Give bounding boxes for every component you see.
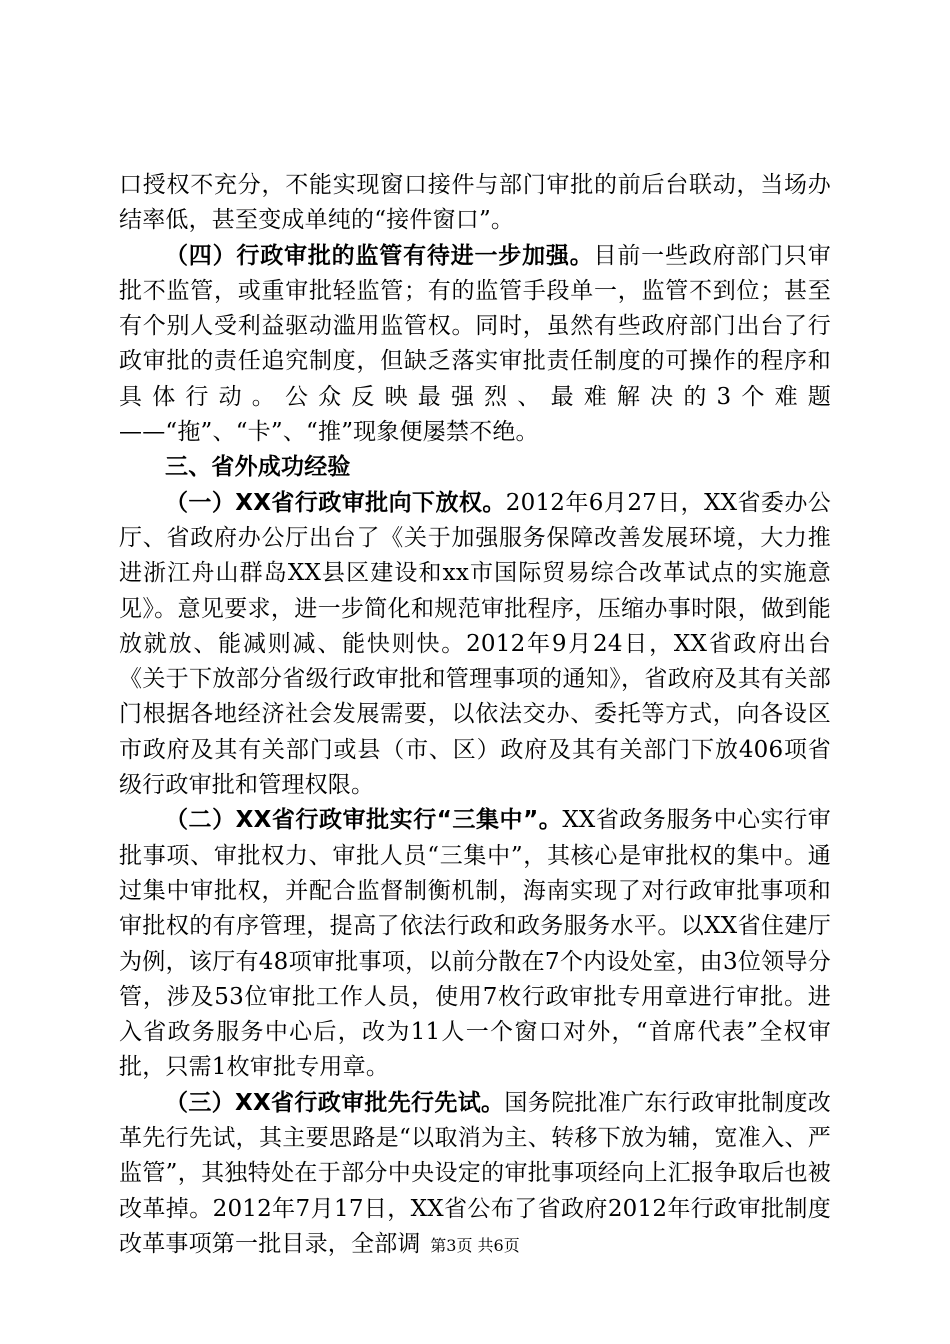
section-heading-1: （一）XX省行政审批向下放权。: [165, 489, 506, 516]
paragraph-6-text: 国务院批准广东行政审批制度改革先行先试，其主要思路是“以取消为主、转移下放为辅，宽准入、严监管”，其独特处在于部分中央设定的审批事项经向上汇报争取后也被改革掉。2012年7月17日，XX省公布了省政府2012年行政审批制度改革事项第一批目录，全部调: [119, 1089, 831, 1257]
document-body: [119, 168, 831, 1262]
paragraph-5-text: XX省政务服务中心实行审批事项、审批权力、审批人员“三集中”，其核心是审批权的集中。通过集中审批权，并配合监督制衡机制，海南实现了对行政审批事项和审批权的有序管理，提高了依法行政和政务服务水平。以XX省住建厅为例，该厅有48项审批事项，以前分散在7个内设处室，由3位领导分管，涉及53位审批工作人员，使用7枚行政审批专用章进行审批。进入省政务服务中心后，改为11人一个窗口对外，“首席代表”全权审批，只需1枚审批专用章。: [119, 807, 831, 1081]
paragraph-5: [119, 803, 831, 1085]
paragraph-4: [119, 486, 831, 804]
chapter-heading-3: 三、省外成功经验: [165, 454, 351, 481]
paragraph-3: [119, 450, 831, 485]
section-heading-3: （三）XX省行政审批先行先试。: [165, 1089, 505, 1116]
section-heading-2: （二）XX省行政审批实行“三集中”。: [165, 807, 563, 834]
paragraph-1: [119, 168, 831, 239]
section-heading-4: （四）行政审批的监管有待进一步加强。: [165, 242, 594, 269]
paragraph-1-text: 口授权不充分，不能实现窗口接件与部门审批的前后台联动，当场办结率低，甚至变成单纯的“接件窗口”。: [119, 172, 831, 234]
paragraph-2-text: 目前一些政府部门只审批不监管，或重审批轻监管；有的监管手段单一，监管不到位；甚至有个别人受利益驱动滥用监管权。同时，虽然有些政府部门出台了行政审批的责任追究制度，但缺乏落实审批责任制度的可操作的程序和具体行动。公众反映最强烈、最难解决的3个难题——“拖”、“卡”、“推”现象便屡禁不绝。: [119, 242, 831, 446]
paragraph-4-text: 2012年6月27日，XX省委办公厅、省政府办公厅出台了《关于加强服务保障改善发展环境，大力推进浙江舟山群岛XX县区建设和xx市国际贸易综合改革试点的实施意见》。意见要求，进一步简化和规范审批程序，压缩办事时限，做到能放就放、能减则减、能快则快。2012年9月24日，XX省政府出台《关于下放部分省级行政审批和管理事项的通知》，省政府及其有关部门根据各地经济社会发展需要，以依法交办、委托等方式，向各设区市政府及其有关部门或县（市、区）政府及其有关部门下放406项省级行政审批和管理权限。: [119, 489, 831, 799]
page-footer: 第3页 共6页: [430, 1236, 520, 1255]
paragraph-2: [119, 239, 831, 451]
